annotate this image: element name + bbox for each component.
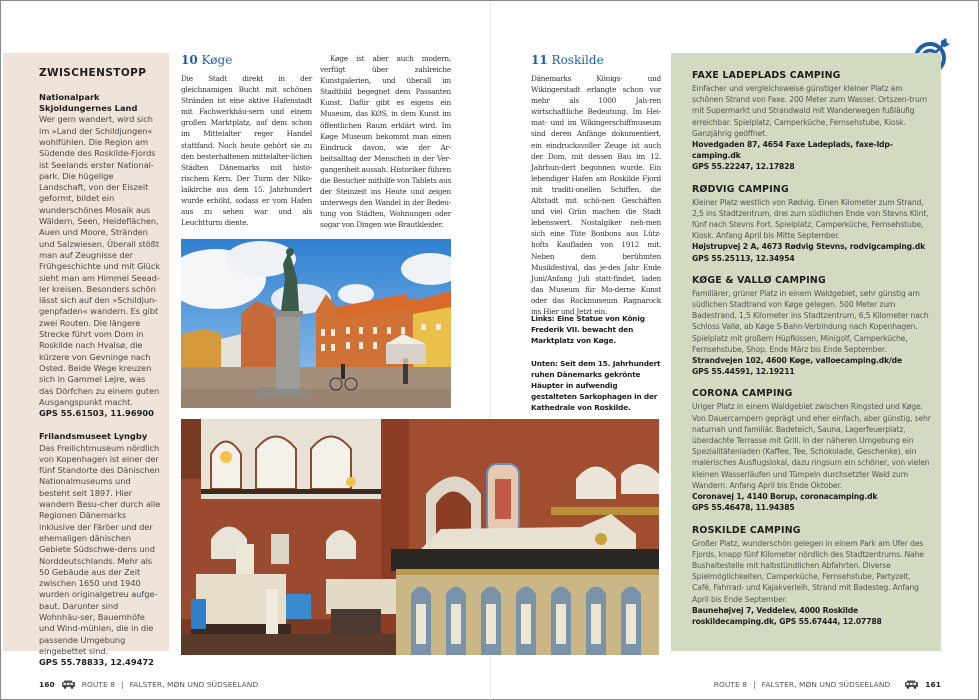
camping-name: FAXE LADEPLADS CAMPING	[692, 70, 841, 81]
left-page-footer	[39, 680, 258, 689]
roskilde-heading	[531, 53, 661, 67]
camping-gps: roskildecamping.dk, GPS 55.67444, 12.07788	[692, 616, 882, 626]
region-label: FALSTER, MØN UND SÜDSEELAND	[761, 680, 891, 689]
page-number: 161	[925, 680, 941, 689]
camping-name: CORONA CAMPING	[692, 388, 793, 400]
region-label: FALSTER, MØN UND SÜDSEELAND	[129, 680, 259, 689]
section-title: Køge	[201, 53, 233, 67]
sidebar-item-gps: GPS 55.61503, 11.96900	[39, 408, 154, 419]
camping-name: KØGE & VALLØ CAMPING	[692, 274, 826, 286]
camping-description: Einfacher und vergleichsweise günstiger kleiner Platz am schönen Strand von Faxe. 200 Meter zum Wasser. Ortszen-trum mit Supermarkt und Strandwald mit Wanderwegen fußläufig erreichbar. Spielplatz, Camperküche, Fernsehstube, Kiosk. Ganzjährig geöffnet.	[692, 84, 928, 138]
roskilde-paragraph: Dänemarks Königs- und Wikingerstadt erlangte schon vor mehr als 1000 Jah-ren wirtschaftliche Bedeutung. Im Hei-mat- und im Wikingerschiffmuseum sind deren Anfänge dokumentiert, ein eindrucksvoller Zeuge ist auch der Dom, mit dessen Bau im 12. Jahrhun-dert begonnen wurde. Ein lebendiger Hafen am Roskilde Fjord mit traditi-onellen Schiffen, die Altstadt mit schö-nen Geschäften und viel Grün machen die Stadt lebenswert. Nostalgiker neh-men sich eine Tüte Bonbons aus Lütz-hofts Kaufladen von 1912 mit. Neben dem berühmten Musikfestival, das je-des Jahr Ende Juni/Anfang Juli statt-findet, laden das Museum für Mo-derne Kunst oder das Rockmuseum Ragnarock ins Hier und Jetzt ein.	[531, 74, 661, 316]
sidebar-item-gps: GPS 55.78833, 12.49472	[39, 657, 154, 668]
zwischenstopp-sidebar	[3, 53, 169, 668]
route-label: ROUTE 8	[713, 680, 748, 689]
route-label: ROUTE 8	[81, 680, 116, 689]
camping-name: ROSKILDE CAMPING	[692, 524, 801, 536]
sidebar-item-body: Wer gern wandert, wird sich im »Land der Schildjungen« wohlfühlen. Die Region am Südende des Roskilde-Fjords ist Seelands erster National-park. Die hügelige Landschaft, von der Eiszeit geformt, bildet ein wunderschönes Mosaik aus Wäldern, Seen, Heideflächen, Auen und Moore, Stränden und Salzwiesen. Überall stößt man auf Zeugnisse der Frühgeschichte und mit Glück sieht man am Himmel Seead-ler kreisen. Besonders schön lässt sich auf den »Schildjun-genpfaden« wandern. Es gibt zwei Routen. Die längere Strecke führt vom Dom in Roskilde nach Hvalsø, die kürzere von Gevninge nach Osted. Beide Wege kreuzen sich in Gammel Lejre, was das Dörfchen zu einem guten Ausgangspunkt macht.	[39, 114, 160, 407]
section-number: 11	[531, 53, 548, 67]
sidebar-heading: ZWISCHENSTOPP	[39, 67, 147, 79]
camping-description: Kleiner Platz westlich von Rødvig. Einen Kilometer zum Strand, 2,5 ins Stadtzentrum, drei zum südlichen Ende von Stevns Klint, fünf nach Stevns Fort. Spielplatz, Camperküche, Fernsehstube, Kiosk. Anfang April bis Mitte September.	[692, 197, 929, 241]
sidebar-item-title: Nationalpark Skjoldungernes Land	[39, 92, 138, 114]
camping-list	[671, 53, 941, 651]
camping-gps: GPS 55.46478, 11.94385	[692, 503, 795, 513]
camper-van-icon	[61, 680, 76, 689]
page-number: 160	[39, 680, 55, 689]
camping-address: Baunehøjvej 7, Veddelev, 4000 Roskilde	[692, 605, 859, 615]
camper-van-icon	[904, 680, 919, 689]
camping-description: Familiärer, grüner Platz in einem Waldgebiet, sehr günstig am südlichen Stadtrand von Køge gelegen. 500 Meter zum Badestrand, 1,5 Kilometer ins Stadtzentrum, 6,5 Kilometer nach Schloss Vallø, ab Køge S-Bahn-Verbindung nach Kopenhagen. Spielplatz mit großem Hüpfkissen, Minigolf, Camperküche, Fernsehstube, Shop. Ende März bis Ende September.	[692, 288, 929, 354]
camping-gps: GPS 55.22247, 12.17828	[692, 162, 795, 172]
photo-captions	[531, 313, 661, 425]
koge-statue-photo	[181, 239, 451, 408]
section-number: 10	[181, 53, 198, 67]
koge-paragraph-1: Die Stadt direkt in der gleichnamigen Bucht mit schönen Stränden ist eine aktive Hafenstadt mit Fachwerkhäu-sern und einem großen Marktplatz, auf dem schon im Mittelalter reger Handel stattfand. Noch heute gehört sie zu den besterhaltenen mittelalter-lichen Städten Dänemarks mit histo-rischem Kern. Der Turm der Niko-laikirche aus dem 15. Jahrhundert wurde erhöht, sodass er vom Hafen aus zu sehen war und als Leuchtturm diente.	[181, 74, 312, 228]
camping-entry	[692, 70, 931, 173]
camping-entry	[692, 388, 931, 513]
caption-koge-photo: Links: Eine Statue von König Frederik VII. bewacht den Marktplatz von Køge.	[531, 314, 645, 346]
camping-entry	[692, 184, 931, 264]
koge-paragraph-2: Køge ist aber auch modern, verfügt über zahlreiche Kunstgalerien, und überall im Stadtbild begegnet dem Passanten Kunst. Dafür gibt es eigens ein Museum, das KØS, in dem Kunst im öffentlichen Raum erklärt wird. Im Køge Museum bekommt man einen Eindruck davon, wie der Ar-beitsalltag der Menschen in der Ver-gangenheit aussah. Historiker führen die Besucher mithilfe von Tablets aus der Steinzeit ins Heute und zeigen unterwegs den Wandel in der Bedeu-tung von Städten, Wohnungen oder sogar von Dingen wie Brautkleider.	[320, 54, 451, 230]
camping-entry	[692, 275, 931, 378]
sidebar-item-title: Frilandsmuseet Lyngby	[39, 431, 148, 442]
camping-gps: GPS 55.44591, 12.19211	[692, 367, 795, 377]
camping-entry	[692, 525, 931, 628]
section-title: Roskilde	[551, 53, 604, 67]
camping-description: Großer Platz, wunderschön gelegen in einem Park am Ufer des Fjords, knapp fünf Kilometer nördlich des Stadtzentrums. Nahe Bushaltestelle mit halbstündlichen Abfahrten. Diverse Spielmöglichkeiten, Camperküche, Fernsehstube, Partyzelt, Café, Fahrrad- und Kajakverleih, Strand mit Badesteg. Anfang April bis Ende September.	[692, 538, 924, 604]
footer-separator: |	[121, 680, 124, 689]
camping-address: Højstrupvej 2 A, 4673 Rødvig Stevns, rodvigcamping.dk	[692, 242, 926, 252]
caption-roskilde-photo: Unten: Seit dem 15. Jahrhundert ruhen Dänemarks gekrönte Häupter in aufwendig gestalteten Sarkophagen in der Kathedrale von Roskilde.	[531, 358, 661, 413]
camping-address: Strandvejen 102, 4600 Køge, valloecamping.dk/de	[692, 356, 903, 366]
camping-description: Uriger Platz in einem Waldgebiet zwischen Ringsted und Køge. Von Dauercampern geprägt und eher einfach, aber günstig, sehr naturnah und familiär. Badeteich, Sauna, Lagerfeuerplatz, überdachte Terrasse mit Grill. In der näheren Umgebung ein Spezialitätenladen (Kaffee, Tee, Schokolade, Geschenke), ein malerisches Ausflugslokal, dazu ringsum ein schöner, von vielen kleinen Wasserläufen und Tümpeln durchsetzter Wald zum Wandern. Anfang April bis Ende Oktober.	[692, 402, 931, 490]
camping-gps: GPS 55.25113, 12.34954	[692, 253, 795, 263]
koge-heading	[181, 53, 312, 67]
camping-name: RØDVIG CAMPING	[692, 183, 789, 195]
roskilde-section	[531, 53, 661, 317]
sidebar-item-body: Das Freilichtmuseum nördlich von Kopenhagen ist einer der fünf Standorte des Dänischen Nationalmuseums und besteht seit 1897. Hier wandern Besu-cher durch alle Regionen Dänemarks inklusive der Färöer und der ehemaligen dänischen Gebiete Südschwe-dens und Norddeutschlands. Mehr als 50 Gebäude aus der Zeit zwischen 1650 und 1940 wurden originalgetreu aufge-baut. Darunter sind Wohnhäu-ser, Bauernhöfe und Wind-mühlen, die in die passende Umgebung eingebettet sind.	[39, 442, 161, 656]
camping-address: Coronavej 1, 4140 Borup, coronacamping.dk	[692, 492, 878, 502]
koge-section	[181, 53, 312, 228]
camping-address: Hovedgaden 87, 4654 Faxe Ladeplads, faxe-ldp-camping.dk	[692, 140, 893, 161]
sidebar-item	[39, 431, 161, 668]
right-page-footer	[714, 680, 941, 689]
footer-separator: |	[753, 680, 756, 689]
koge-section-continued	[320, 53, 451, 231]
sidebar-item	[39, 92, 161, 419]
roskilde-cathedral-photo	[181, 419, 659, 655]
